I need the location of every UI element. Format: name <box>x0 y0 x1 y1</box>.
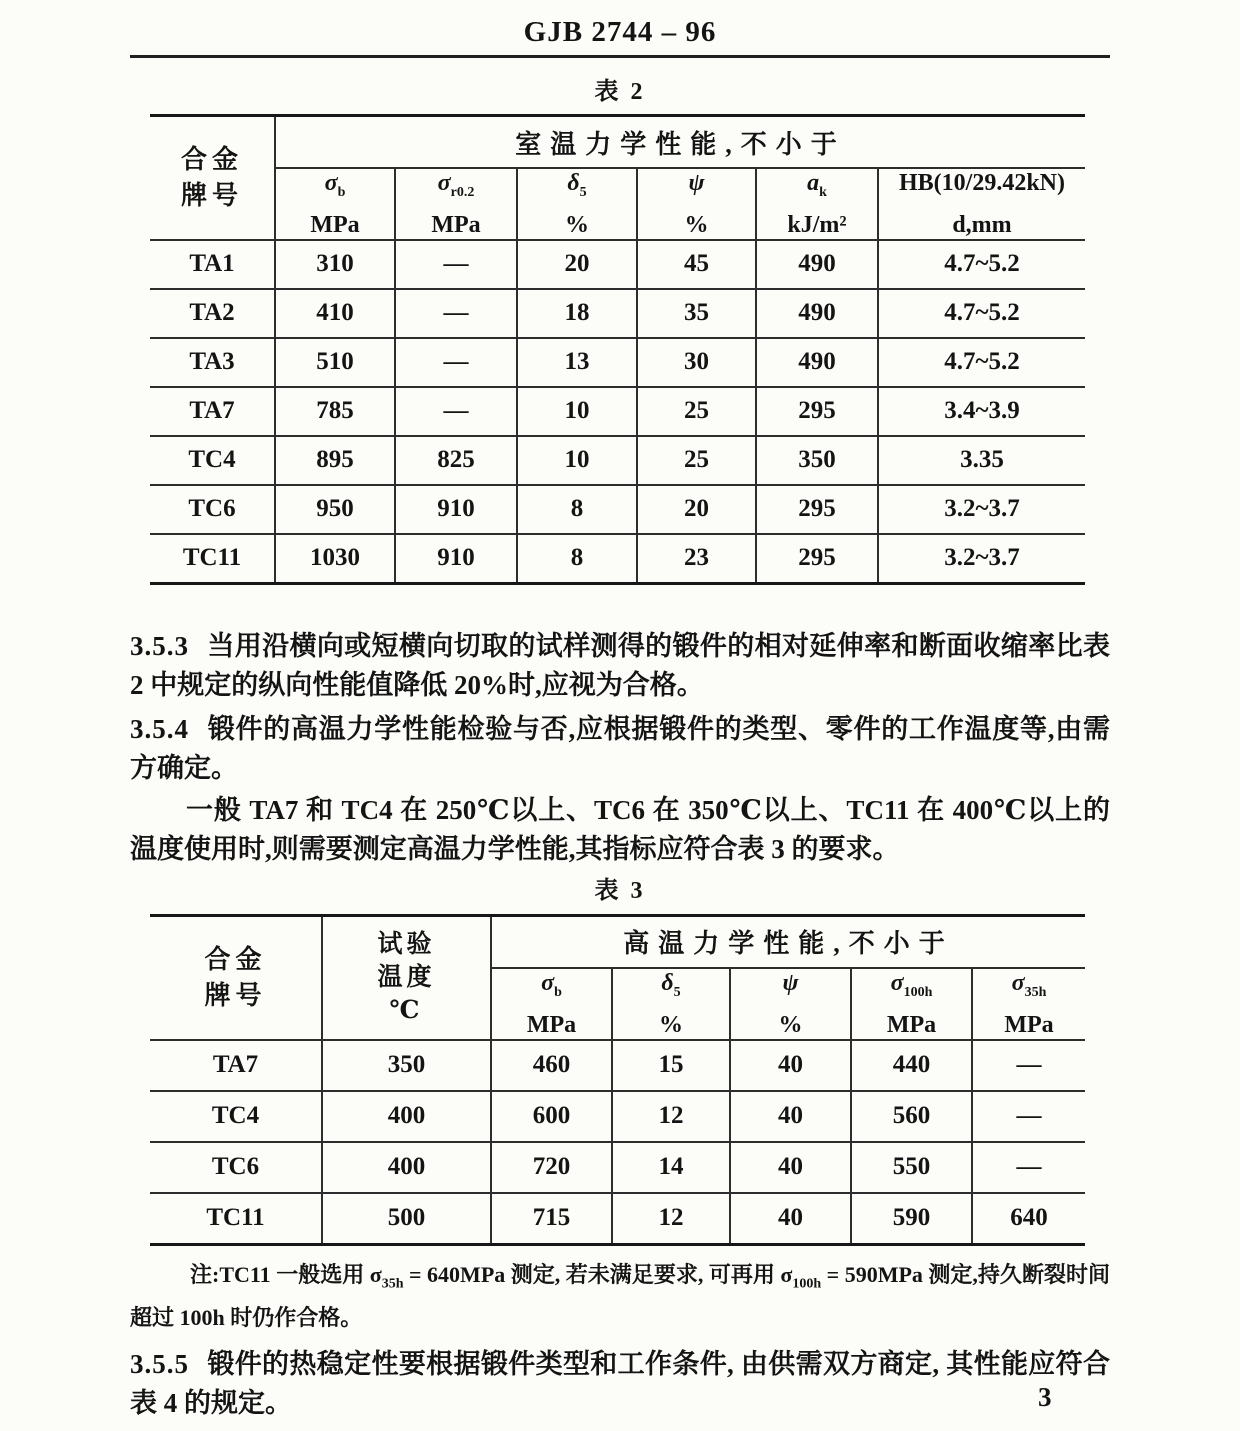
table2-col-hb <box>878 168 1085 240</box>
symbol: $\sigma_b$ <box>324 170 346 200</box>
cell: 490 <box>756 240 878 289</box>
table2-col-delta-5 <box>517 168 637 240</box>
cell: 410 <box>275 289 395 338</box>
cell: 15 <box>612 1040 730 1091</box>
alloy-name: TC4 <box>150 436 275 485</box>
table3-row-tc4 <box>150 1091 1085 1142</box>
table3-caption: 表 3 <box>594 877 646 904</box>
cell: — <box>972 1091 1085 1142</box>
cell: 20 <box>517 240 637 289</box>
cell: 40 <box>730 1091 851 1142</box>
cell: — <box>395 240 517 289</box>
symbol: $\delta_5$ <box>661 969 681 1000</box>
cell: 510 <box>275 338 395 387</box>
section-3-5-3 <box>130 627 1110 705</box>
cell: 310 <box>275 240 395 289</box>
cell: 30 <box>637 338 756 387</box>
table3-corner-header <box>150 915 322 1039</box>
cell: 295 <box>756 387 878 436</box>
cell: 600 <box>491 1091 612 1142</box>
table2-span-header: 室温力学性能,不小于 <box>275 116 1085 169</box>
cell: 10 <box>517 436 637 485</box>
table2 <box>150 114 1085 585</box>
table2-row-tc11 <box>150 534 1085 584</box>
table3-col-delta-5 <box>612 968 730 1040</box>
unit: MPa <box>886 1011 937 1038</box>
symbol: $\sigma_{r0.2}$ <box>437 170 475 200</box>
table2-row-tc4 <box>150 436 1085 485</box>
test-temp: 400 <box>322 1091 491 1142</box>
temp-line-2: 温度 <box>377 964 436 992</box>
cell: 3.35 <box>878 436 1085 485</box>
symbol: HB(10/29.42kN) <box>899 170 1066 196</box>
unit: d,mm <box>952 211 1012 238</box>
corner-line-1: 合金 <box>204 944 267 974</box>
cell: 23 <box>637 534 756 584</box>
cell: 12 <box>612 1193 730 1245</box>
unit: % <box>684 211 709 238</box>
cell: 825 <box>395 436 517 485</box>
section-3-5-4 <box>130 710 1110 788</box>
table3-span-header: 高温力学性能,不小于 <box>491 915 1085 968</box>
table3-row-tc11 <box>150 1193 1085 1245</box>
cell: 40 <box>730 1193 851 1245</box>
cell: — <box>395 338 517 387</box>
cell: 720 <box>491 1142 612 1193</box>
cell: 460 <box>491 1040 612 1091</box>
alloy-name: TC11 <box>150 1193 322 1245</box>
cell: 785 <box>275 387 395 436</box>
table2-header-row-2 <box>150 168 1085 240</box>
note-text: = 640MPa 测定, 若未满足要求, 可再用 σ <box>403 1261 793 1287</box>
cell: 14 <box>612 1142 730 1193</box>
test-temp: 350 <box>322 1040 491 1091</box>
cell: 910 <box>395 534 517 584</box>
section-3-5-4-continued: 一般 TA7 和 TC4 在 250℃以上、TC6 在 350℃以上、TC11 在 400℃以上的温度使用时,则需要测定高温力学性能,其指标应符合表 3 的要求。 <box>130 794 1110 864</box>
alloy-name: TC11 <box>150 534 275 584</box>
cell: 40 <box>730 1040 851 1091</box>
alloy-name: TA1 <box>150 240 275 289</box>
cell: 25 <box>637 436 756 485</box>
section-text: 当用沿横向或短横向切取的试样测得的锻件的相对延伸率和断面收缩率比表 2 中规定的纵向性能值降低 20%时,应视为合格。 <box>130 630 1110 700</box>
temp-line-1: 试验 <box>377 931 436 959</box>
cell: 490 <box>756 338 878 387</box>
cell: 590 <box>851 1193 972 1245</box>
unit: % <box>778 1011 803 1038</box>
cell: — <box>395 387 517 436</box>
sigma-35h-subscript: 35h <box>381 1275 404 1291</box>
table3-col-psi <box>730 968 851 1040</box>
symbol: ψ <box>782 969 799 996</box>
table3 <box>150 914 1085 1246</box>
cell: 4.7~5.2 <box>878 289 1085 338</box>
note-text: = 590MPa 测定,持久断裂时间超过 100h 时仍作合格。 <box>130 1261 1110 1330</box>
table2-row-tc6 <box>150 485 1085 534</box>
cell: — <box>395 289 517 338</box>
cell: 8 <box>517 485 637 534</box>
table3-note <box>130 1258 1110 1335</box>
cell: 3.2~3.7 <box>944 544 1020 572</box>
cell: 10 <box>517 387 637 436</box>
cell: 18 <box>517 289 637 338</box>
table2-corner-header <box>150 116 275 240</box>
cell: 295 <box>756 485 878 534</box>
test-temp: 500 <box>322 1193 491 1245</box>
alloy-name: TC4 <box>150 1091 322 1142</box>
table2-col-sigma-r02 <box>395 168 517 240</box>
section-3-5-5 <box>130 1345 1110 1423</box>
sigma-100h-subscript: 100h <box>792 1275 822 1291</box>
alloy-name: TA2 <box>150 289 275 338</box>
table2-row-ta7 <box>150 387 1085 436</box>
section-number: 3.5.5 <box>130 1348 189 1379</box>
symbol: $\sigma_{35h}$ <box>1011 969 1047 1000</box>
table3-row-tc6 <box>150 1142 1085 1193</box>
table3-col-sigma-b <box>491 968 612 1040</box>
alloy-name: TA3 <box>150 338 275 387</box>
table2-col-psi <box>637 168 756 240</box>
table3-temp-header <box>322 915 491 1039</box>
standard-code-header: GJB 2744 – 96 <box>523 16 717 48</box>
cell: — <box>972 1142 1085 1193</box>
corner-line-1: 合金 <box>180 144 243 174</box>
cell: 295 <box>756 534 878 584</box>
symbol: $\delta_5$ <box>567 170 587 200</box>
unit: % <box>565 211 589 238</box>
note-text: 注:TC11 一般选用 σ <box>190 1261 382 1287</box>
table2-row-ta2 <box>150 289 1085 338</box>
cell: 20 <box>637 485 756 534</box>
cell: 910 <box>395 485 517 534</box>
header-rule <box>130 55 1110 58</box>
alloy-name: TC6 <box>150 485 275 534</box>
unit: MPa <box>526 1011 577 1038</box>
cell: 3.2~3.7 <box>878 485 1085 534</box>
cell: 8 <box>517 534 637 584</box>
section-number: 3.5.4 <box>130 713 189 744</box>
unit: % <box>659 1011 683 1038</box>
corner-line-2: 牌号 <box>204 980 267 1010</box>
symbol: $\sigma_b$ <box>541 969 562 1000</box>
cell: 3.4~3.9 <box>878 387 1085 436</box>
cell: 350 <box>756 436 878 485</box>
table3-row-ta7 <box>150 1040 1085 1091</box>
section-number: 3.5.3 <box>130 630 189 661</box>
cell: 12 <box>612 1091 730 1142</box>
cell: 40 <box>730 1142 851 1193</box>
cell: 550 <box>851 1142 972 1193</box>
cell: 45 <box>637 240 756 289</box>
table3-col-sigma-100h <box>851 968 972 1040</box>
cell: 1030 <box>275 534 395 584</box>
table2-col-a-k <box>756 168 878 240</box>
corner-line-2: 牌号 <box>180 180 243 210</box>
table2-caption: 表 2 <box>594 79 646 105</box>
table2-row-ta3 <box>150 338 1085 387</box>
unit: MPa <box>431 211 481 238</box>
cell: 440 <box>851 1040 972 1091</box>
cell: 640 <box>1010 1204 1048 1232</box>
table2-row-ta1 <box>150 240 1085 289</box>
cell: 25 <box>637 387 756 436</box>
symbol: $a_k$ <box>807 170 827 200</box>
section-text: 锻件的热稳定性要根据锻件类型和工作条件, 由供需双方商定, 其性能应符合表 4 的规定。 <box>130 1348 1110 1418</box>
temp-line-3: ℃ <box>389 997 424 1025</box>
cell: 4.7~5.2 <box>878 240 1085 289</box>
symbol: ψ <box>688 170 705 196</box>
table2-header-row-1 <box>150 116 1085 169</box>
table3-header-row-1 <box>150 915 1085 968</box>
alloy-name: TA7 <box>150 1040 322 1091</box>
alloy-name: TC6 <box>150 1142 322 1193</box>
cell: 895 <box>275 436 395 485</box>
cell: 35 <box>637 289 756 338</box>
unit: kJ/m² <box>787 211 847 238</box>
cell: 715 <box>491 1193 612 1245</box>
cell: 490 <box>756 289 878 338</box>
cell: — <box>972 1040 1085 1091</box>
table3-col-sigma-35h <box>972 968 1085 1040</box>
cell: 560 <box>851 1091 972 1142</box>
cell: 950 <box>275 485 395 534</box>
cell: 4.7~5.2 <box>878 338 1085 387</box>
page-number: 3 <box>1038 1382 1052 1412</box>
symbol: $\sigma_{100h}$ <box>890 969 933 1000</box>
test-temp: 400 <box>322 1142 491 1193</box>
alloy-name: TA7 <box>150 387 275 436</box>
section-text: 锻件的高温力学性能检验与否,应根据锻件的类型、零件的工作温度等,由需方确定。 <box>130 713 1110 783</box>
cell: 13 <box>517 338 637 387</box>
unit: MPa <box>310 211 360 238</box>
table2-col-sigma-b <box>275 168 395 240</box>
unit: MPa <box>1004 1011 1054 1038</box>
